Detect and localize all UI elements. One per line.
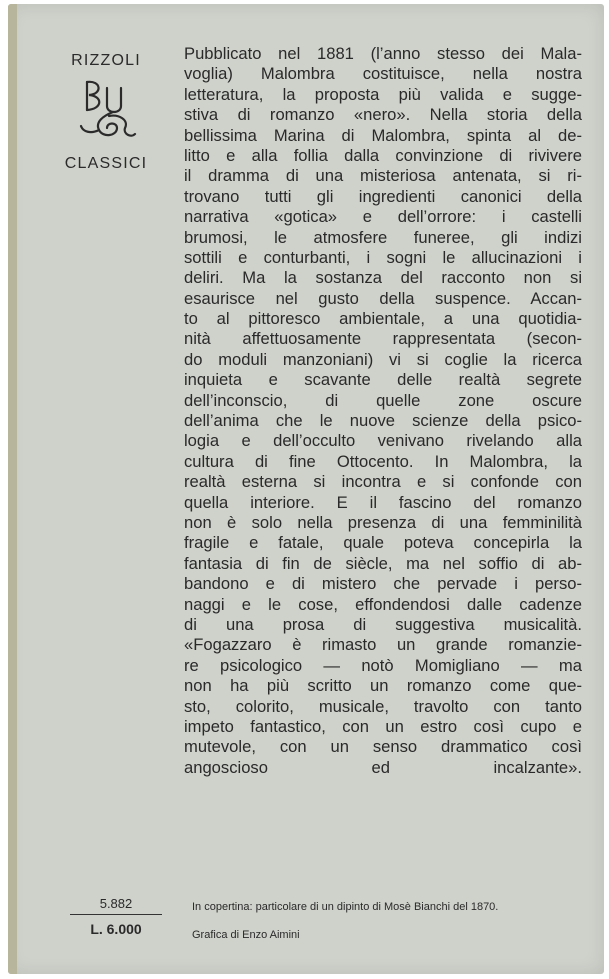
blurb-line: inquieta e scavante delle realtà segrete <box>184 370 582 390</box>
blurb-line: sottili e conturbanti, i sogni le allucinazioni i <box>184 247 582 267</box>
blurb-line: quella interiore. E il fascino del romanzo <box>184 492 582 512</box>
blurb-line: deliri. Ma la sostanza del racconto non si <box>184 268 582 288</box>
publisher-block <box>56 52 156 173</box>
blurb-line: stiva di romanzo «nero». Nella storia della <box>184 105 582 125</box>
credits-block <box>192 901 498 957</box>
blurb-line: dell’inconscio, di quelle zone oscure <box>184 390 582 410</box>
design-credit: Grafica di Enzo Aimini <box>192 929 300 941</box>
blurb-line: Pubblicato nel 1881 (l’anno stesso dei Mala- <box>184 44 582 63</box>
blurb-line: mutevole, con un senso drammatico così <box>184 737 582 757</box>
publisher-name: RIZZOLI <box>71 52 141 69</box>
blurb-line: re psicologico — notò Momigliano — ma <box>184 655 582 675</box>
blurb-line: nità affettuosamente rappresentata (secon- <box>184 329 582 349</box>
blurb-line: non ha più scritto un romanzo come que- <box>184 676 582 696</box>
blurb-line: letteratura, la proposta più valida e sugge- <box>184 84 582 104</box>
catalog-number: 5.882 <box>70 896 162 915</box>
blurb-line: «Fogazzaro è rimasto un grande romanzie- <box>184 635 582 655</box>
blurb-line: sto, colorito, musicale, travolto con tanto <box>184 696 582 716</box>
blurb-line: logia e dell’occulto venivano rivelando alla <box>184 431 582 451</box>
price-label: L. 6.000 <box>90 921 142 937</box>
cover-credit: In copertina: particolare di un dipinto di Mosè Bianchi del 1870. <box>192 901 499 913</box>
blurb-line: dell’anima che le nuove scienze della psico- <box>184 411 582 431</box>
blurb-line: fragile e fatale, quale poteva concepirla la <box>184 533 582 553</box>
price-block <box>70 896 162 937</box>
blurb-line: esaurisce nel gusto della suspence. Accan- <box>184 288 582 308</box>
blurb-line: il dramma di una misteriosa antenata, si ri- <box>184 166 582 186</box>
blurb-line: impeto fantastico, con un estro così cupo e <box>184 716 582 736</box>
blurb-line: trovano tutti gli ingredienti canonici della <box>184 186 582 206</box>
blurb-line: naggi e le cose, effondendosi dalle cadenze <box>184 594 582 614</box>
book-back-cover <box>8 4 604 974</box>
blurb-line: voglia) Malombra costituisce, nella nostra <box>184 64 582 84</box>
blurb-line: realtà esterna si incontra e si confonde con <box>184 472 582 492</box>
blurb-line: bellissima Marina di Malombra, spinta al de- <box>184 125 582 145</box>
bur-logo-icon <box>73 76 139 144</box>
blurb-line: do moduli manzoniani) vi si coglie la ricerca <box>184 349 582 369</box>
blurb-line: narrativa «gotica» e dell’orrore: i castelli <box>184 207 582 227</box>
blurb-line: to al pittoresco ambientale, a una quotidia- <box>184 309 582 329</box>
blurb-line: fantasia di fin de siècle, ma nel soffio di ab- <box>184 553 582 573</box>
series-name: CLASSICI <box>64 155 148 172</box>
blurb-line: non è solo nella presenza di una femminilità <box>184 512 582 532</box>
blurb-text <box>184 44 582 778</box>
book-spine-edge <box>8 4 17 974</box>
blurb-line: brumosi, le atmosfere funeree, gli indizi <box>184 227 582 247</box>
blurb-line: cultura di fine Ottocento. In Malombra, la <box>184 451 582 471</box>
blurb-line: litto e alla follia dalla convinzione di rivivere <box>184 145 582 165</box>
blurb-line: bandono e di mistero che pervade i perso- <box>184 574 582 594</box>
blurb-line: angoscioso ed incalzante». <box>184 757 582 777</box>
blurb-line: di una prosa di suggestiva musicalità. <box>184 614 582 634</box>
